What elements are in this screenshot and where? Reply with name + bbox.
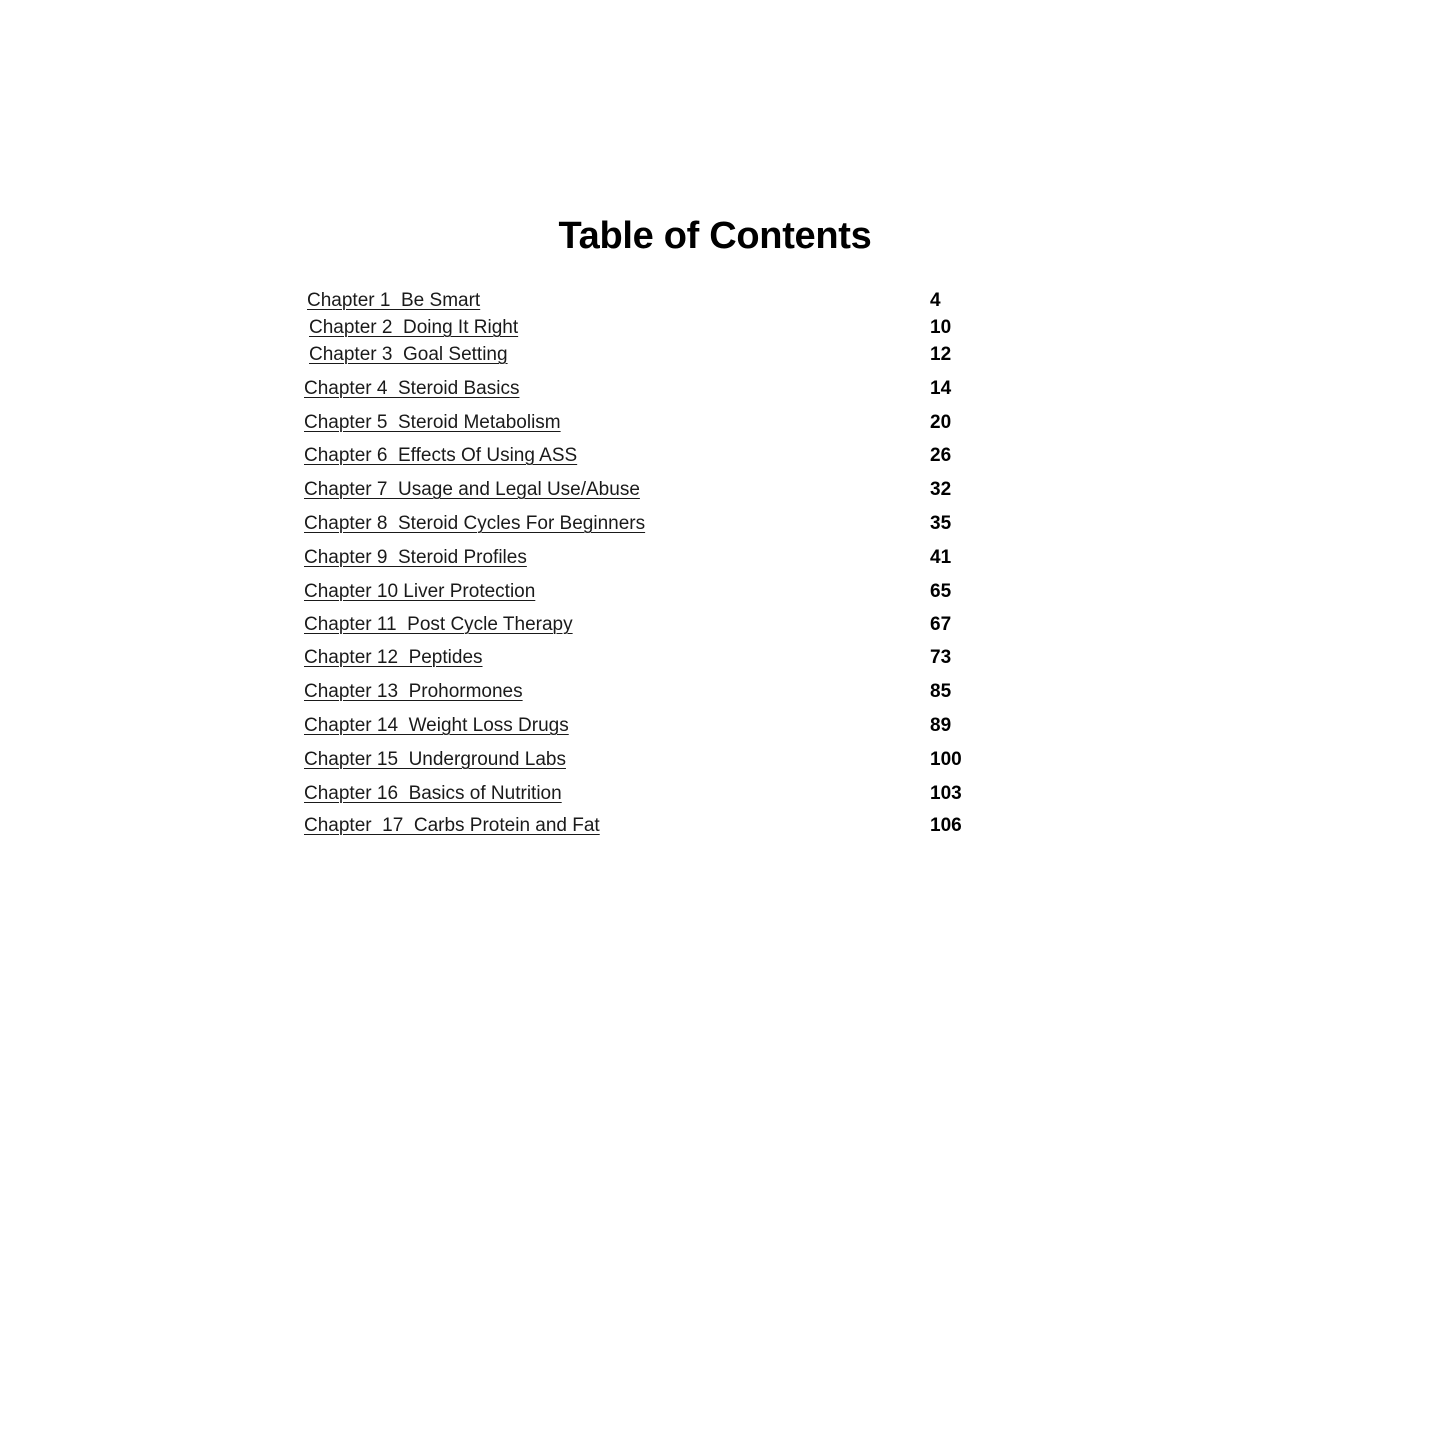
toc-entry-link[interactable]: Chapter 13 Prohormones [304, 681, 523, 702]
toc-entry-page-number: 65 [930, 581, 952, 602]
toc-entry [0, 579, 1445, 605]
toc-entry [0, 443, 1445, 469]
toc-entry-link[interactable]: Chapter 3 Goal Setting [309, 344, 508, 365]
toc-entry [0, 288, 1445, 314]
toc-entry-page-number: 4 [930, 290, 941, 311]
toc-entry [0, 477, 1445, 503]
toc-entry-link[interactable]: Chapter 5 Steroid Metabolism [304, 412, 561, 433]
toc-entry [0, 713, 1445, 739]
toc-entry [0, 813, 1445, 839]
toc-entry-page-number: 41 [930, 547, 952, 568]
toc-entry-page-number: 10 [930, 317, 952, 338]
toc-entry-link[interactable]: Chapter 4 Steroid Basics [304, 378, 520, 399]
toc-entry-link[interactable]: Chapter 17 Carbs Protein and Fat [304, 815, 600, 836]
toc-entry-link[interactable]: Chapter 1 Be Smart [307, 290, 481, 311]
toc-entry-page-number: 14 [930, 378, 952, 399]
toc-entry-link[interactable]: Chapter 16 Basics of Nutrition [304, 783, 562, 804]
toc-entry-page-number: 85 [930, 681, 952, 702]
toc-entry-page-number: 12 [930, 344, 952, 365]
toc-entry-page-number: 20 [930, 412, 952, 433]
toc-entry [0, 545, 1445, 571]
toc-entry [0, 747, 1445, 773]
toc-entry [0, 511, 1445, 537]
toc-entry-page-number: 32 [930, 479, 952, 500]
toc-entry-link[interactable]: Chapter 12 Peptides [304, 647, 483, 668]
toc-entry-page-number: 26 [930, 445, 952, 466]
toc-entry-page-number: 67 [930, 614, 952, 635]
toc-entry-link[interactable]: Chapter 7 Usage and Legal Use/Abuse [304, 479, 640, 500]
toc-entry-page-number: 89 [930, 715, 952, 736]
toc-entry-link[interactable]: Chapter 9 Steroid Profiles [304, 547, 527, 568]
toc-entry [0, 342, 1445, 368]
toc-entry [0, 645, 1445, 671]
toc-entry [0, 679, 1445, 705]
toc-entry [0, 781, 1445, 807]
toc-entry-link[interactable]: Chapter 11 Post Cycle Therapy [304, 614, 573, 635]
toc-entry-page-number: 35 [930, 513, 952, 534]
toc-entry-link[interactable]: Chapter 8 Steroid Cycles For Beginners [304, 513, 646, 534]
toc-entry [0, 410, 1445, 436]
toc-entry [0, 612, 1445, 638]
toc-entry-link[interactable]: Chapter 6 Effects Of Using ASS [304, 445, 578, 466]
toc-entry-link[interactable]: Chapter 10 Liver Protection [304, 581, 536, 602]
page-title: Table of Contents [558, 215, 872, 257]
toc-entry-page-number: 73 [930, 647, 952, 668]
toc-entry-link[interactable]: Chapter 2 Doing It Right [309, 317, 519, 338]
toc-entry-link[interactable]: Chapter 14 Weight Loss Drugs [304, 715, 569, 736]
toc-entry-page-number: 103 [930, 783, 962, 804]
toc-entry-page-number: 106 [930, 815, 962, 836]
toc-entry [0, 315, 1445, 341]
toc-entry-page-number: 100 [930, 749, 962, 770]
toc-entry-link[interactable]: Chapter 15 Underground Labs [304, 749, 566, 770]
toc-entry [0, 376, 1445, 402]
